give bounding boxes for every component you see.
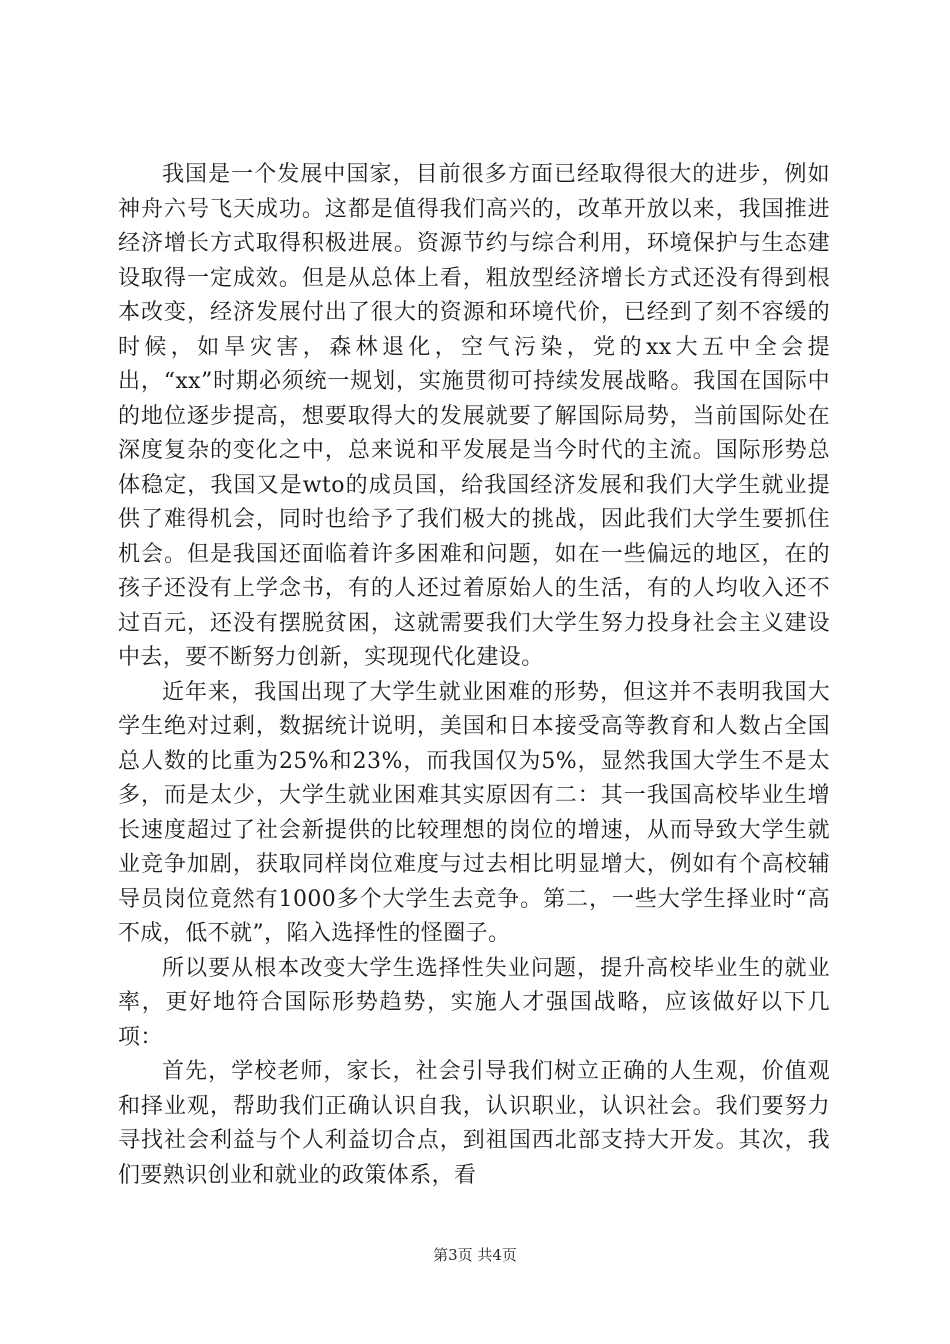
paragraph-4: 首先，学校老师，家长，社会引导我们树立正确的人生观，价值观和择业观，帮助我们正确认识自我，认识职业，认识社会。我们要努力寻找社会利益与个人利益切合点，到祖国西北部支持大开发。其次，我们要熟识创业和就业的政策体系，看 [118,1059,830,1188]
document-body [118,158,830,1193]
paragraph-3: 所以要从根本改变大学生选择性失业问题，提升高校毕业生的就业率，更好地符合国际形势趋势，实施人才强国战略，应该做好以下几项： [118,955,830,1050]
page-footer: 第3页 共4页 [433,1246,517,1264]
paragraph-1: 我国是一个发展中国家，目前很多方面已经取得很大的进步，例如神舟六号飞天成功。这都是值得我们高兴的，改革开放以来，我国推进经济增长方式取得积极进展。资源节约与综合利用，环境保护与生态建设取得一定成效。但是从总体上看，粗放型经济增长方式还没有得到根本改变，经济发展付出了很大的资源和环境代价，已经到了刻不容缓的时候，如旱灾害，森林退化，空气污染，党的xx大五中全会提出，“xx”时期必须统一规划，实施贯彻可持续发展战略。我国在国际中的地位逐步提高，想要取得大的发展就要了解国际局势，当前国际处在深度复杂的变化之中，总来说和平发展是当今时代的主流。国际形势总体稳定，我国又是wto的成员国，给我国经济发展和我们大学生就业提供了难得机会，同时也给予了我们极大的挑战，因此我们大学生要抓住机会。但是我国还面临着许多困难和问题，如在一些偏远的地区，在的孩子还没有上学念书，有的人还过着原始人的生活，有的人均收入还不过百元，还没有摆脱贫困，这就需要我们大学生努力投身社会主义建设中去，要不断努力创新，实现现代化建设。 [118,162,830,670]
paragraph-2: 近年来，我国出现了大学生就业困难的形势，但这并不表明我国大学生绝对过剩，数据统计说明，美国和日本接受高等教育和人数占全国总人数的比重为25%和23%，而我国仅为5%，显然我国大学生不是太多，而是太少，大学生就业困难其实原因有二：其一我国高校毕业生增长速度超过了社会新提供的比较理想的岗位的增速，从而导致大学生就业竞争加剧，获取同样岗位难度与过去相比明显增大，例如有个高校辅导员岗位竟然有1000多个大学生去竞争。第二，一些大学生择业时“高不成，低不就”，陷入选择性的怪圈子。 [118,679,830,946]
